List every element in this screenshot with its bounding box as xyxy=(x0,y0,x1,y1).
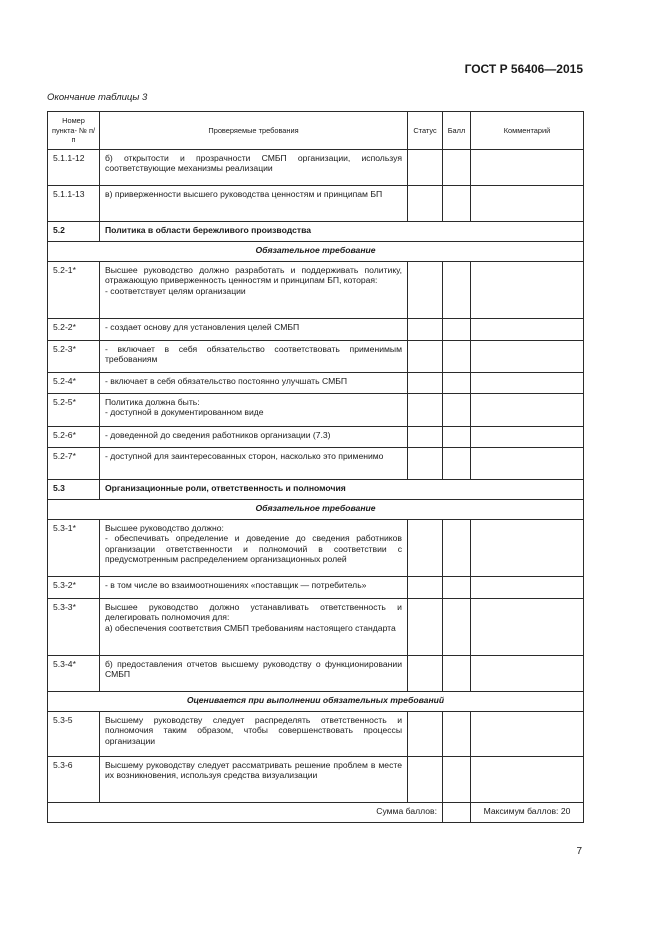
ball-cell[interactable] xyxy=(443,394,471,427)
evaluated-requirement-label: Оценивается при выполнении обязательных требований xyxy=(48,692,584,712)
requirement-text: - создает основу для установления целей СМБП xyxy=(100,319,408,341)
table-row xyxy=(48,150,584,186)
column-header-status: Статус xyxy=(408,112,443,150)
status-cell[interactable] xyxy=(408,394,443,427)
section-title: Политика в области бережливого производства xyxy=(100,222,584,242)
ball-cell[interactable] xyxy=(443,319,471,341)
table-row xyxy=(48,656,584,692)
table-row xyxy=(48,448,584,480)
subheader-row xyxy=(48,692,584,712)
requirement-text: - доведенной до сведения работников организации (7.3) xyxy=(100,427,408,448)
comment-cell[interactable] xyxy=(471,150,584,186)
table-row xyxy=(48,427,584,448)
requirement-text: б) предоставления отчетов высшему руководству о функционировании СМБП xyxy=(100,656,408,692)
comment-cell[interactable] xyxy=(471,262,584,319)
subheader-row xyxy=(48,242,584,262)
section-number: 5.2 xyxy=(48,222,100,242)
status-cell[interactable] xyxy=(408,757,443,803)
requirement-text: - доступной для заинтересованных сторон, насколько это применимо xyxy=(100,448,408,480)
requirement-text: Высшее руководство должно устанавливать ответственность и делегировать полномочия для: а) обеспечения соответствия СМБП требованиям настоящего стандарта xyxy=(100,599,408,656)
column-header-num: Номер пункта- № п/п xyxy=(48,112,100,150)
ball-cell[interactable] xyxy=(443,599,471,656)
comment-cell[interactable] xyxy=(471,599,584,656)
status-cell[interactable] xyxy=(408,577,443,599)
status-cell[interactable] xyxy=(408,341,443,373)
comment-cell[interactable] xyxy=(471,186,584,222)
section-row xyxy=(48,222,584,242)
item-number: 5.1.1-13 xyxy=(48,186,100,222)
ball-cell[interactable] xyxy=(443,448,471,480)
item-number: 5.2-6* xyxy=(48,427,100,448)
item-number: 5.2-7* xyxy=(48,448,100,480)
table-row xyxy=(48,394,584,427)
column-header-ball: Балл xyxy=(443,112,471,150)
mandatory-requirement-label: Обязательное требование xyxy=(48,500,584,520)
status-cell[interactable] xyxy=(408,319,443,341)
table-row xyxy=(48,262,584,319)
item-number: 5.3-3* xyxy=(48,599,100,656)
subheader-row xyxy=(48,500,584,520)
ball-cell[interactable] xyxy=(443,656,471,692)
item-number: 5.2-2* xyxy=(48,319,100,341)
requirement-text: Высшее руководство должно: - обеспечивать определение и доведение до сведения работников организации ответственности и полномочий в соответствии с предусмотренным распределением организационных ролей xyxy=(100,520,408,577)
status-cell[interactable] xyxy=(408,186,443,222)
status-cell[interactable] xyxy=(408,427,443,448)
requirement-text: Высшему руководству следует рассматривать решение проблем в месте их возникновения, используя средства визуализации xyxy=(100,757,408,803)
status-cell[interactable] xyxy=(408,262,443,319)
comment-cell[interactable] xyxy=(471,427,584,448)
comment-cell[interactable] xyxy=(471,394,584,427)
requirement-text: в) приверженности высшего руководства ценностям и принципам БП xyxy=(100,186,408,222)
ball-cell[interactable] xyxy=(443,520,471,577)
status-cell[interactable] xyxy=(408,599,443,656)
section-title: Организационные роли, ответственность и полномочия xyxy=(100,480,584,500)
table-header-row xyxy=(48,112,584,150)
ball-cell[interactable] xyxy=(443,757,471,803)
column-header-comment: Комментарий xyxy=(471,112,584,150)
status-cell[interactable] xyxy=(408,150,443,186)
column-header-requirements: Проверяемые требования xyxy=(100,112,408,150)
status-cell[interactable] xyxy=(408,656,443,692)
item-number: 5.2-1* xyxy=(48,262,100,319)
table-row xyxy=(48,186,584,222)
requirement-text: б) открытости и прозрачности СМБП организации, используя соответствующие механизмы реализации xyxy=(100,150,408,186)
ball-cell[interactable] xyxy=(443,373,471,394)
comment-cell[interactable] xyxy=(471,757,584,803)
document-code: ГОСТ Р 56406—2015 xyxy=(464,62,583,76)
ball-cell[interactable] xyxy=(443,262,471,319)
ball-cell[interactable] xyxy=(443,186,471,222)
item-number: 5.2-3* xyxy=(48,341,100,373)
table-row xyxy=(48,757,584,803)
table-row xyxy=(48,373,584,394)
ball-cell[interactable] xyxy=(443,427,471,448)
ball-cell[interactable] xyxy=(443,577,471,599)
sum-of-points-cell[interactable] xyxy=(443,803,471,823)
item-number: 5.3-5 xyxy=(48,712,100,757)
comment-cell[interactable] xyxy=(471,577,584,599)
item-number: 5.3-4* xyxy=(48,656,100,692)
comment-cell[interactable] xyxy=(471,373,584,394)
ball-cell[interactable] xyxy=(443,712,471,757)
table-row xyxy=(48,712,584,757)
requirement-text: Политика должна быть: - доступной в документированном виде xyxy=(100,394,408,427)
table-row xyxy=(48,319,584,341)
comment-cell[interactable] xyxy=(471,341,584,373)
comment-cell[interactable] xyxy=(471,448,584,480)
table-row xyxy=(48,577,584,599)
max-points-label: Максимум баллов: 20 xyxy=(471,803,584,823)
item-number: 5.3-1* xyxy=(48,520,100,577)
table-row xyxy=(48,341,584,373)
mandatory-requirement-label: Обязательное требование xyxy=(48,242,584,262)
requirements-table xyxy=(47,111,584,823)
status-cell[interactable] xyxy=(408,373,443,394)
requirement-text: Высшему руководству следует распределять ответственность и полномочия таким образом, чтобы совершенствовать процессы организации xyxy=(100,712,408,757)
item-number: 5.3-6 xyxy=(48,757,100,803)
status-cell[interactable] xyxy=(408,520,443,577)
requirement-text: - включает в себя обязательство соответствовать применимым требованиям xyxy=(100,341,408,373)
ball-cell[interactable] xyxy=(443,150,471,186)
table-row xyxy=(48,520,584,577)
page-number: 7 xyxy=(576,846,582,857)
requirement-text: - в том числе во взаимоотношениях «поставщик — потребитель» xyxy=(100,577,408,599)
requirement-text: - включает в себя обязательство постоянно улучшать СМБП xyxy=(100,373,408,394)
comment-cell[interactable] xyxy=(471,520,584,577)
item-number: 5.1.1-12 xyxy=(48,150,100,186)
table-caption: Окончание таблицы 3 xyxy=(47,92,148,103)
comment-cell[interactable] xyxy=(471,319,584,341)
status-cell[interactable] xyxy=(408,448,443,480)
comment-cell[interactable] xyxy=(471,712,584,757)
table-row xyxy=(48,599,584,656)
requirement-text: Высшее руководство должно разработать и поддерживать политику, отражающую приверженность ценностям и принципам БП, которая: - соответствует целям организации xyxy=(100,262,408,319)
item-number: 5.2-4* xyxy=(48,373,100,394)
status-cell[interactable] xyxy=(408,712,443,757)
sum-of-points-label: Сумма баллов: xyxy=(48,803,443,823)
section-number: 5.3 xyxy=(48,480,100,500)
comment-cell[interactable] xyxy=(471,656,584,692)
ball-cell[interactable] xyxy=(443,341,471,373)
section-row xyxy=(48,480,584,500)
item-number: 5.3-2* xyxy=(48,577,100,599)
total-row xyxy=(48,803,584,823)
item-number: 5.2-5* xyxy=(48,394,100,427)
